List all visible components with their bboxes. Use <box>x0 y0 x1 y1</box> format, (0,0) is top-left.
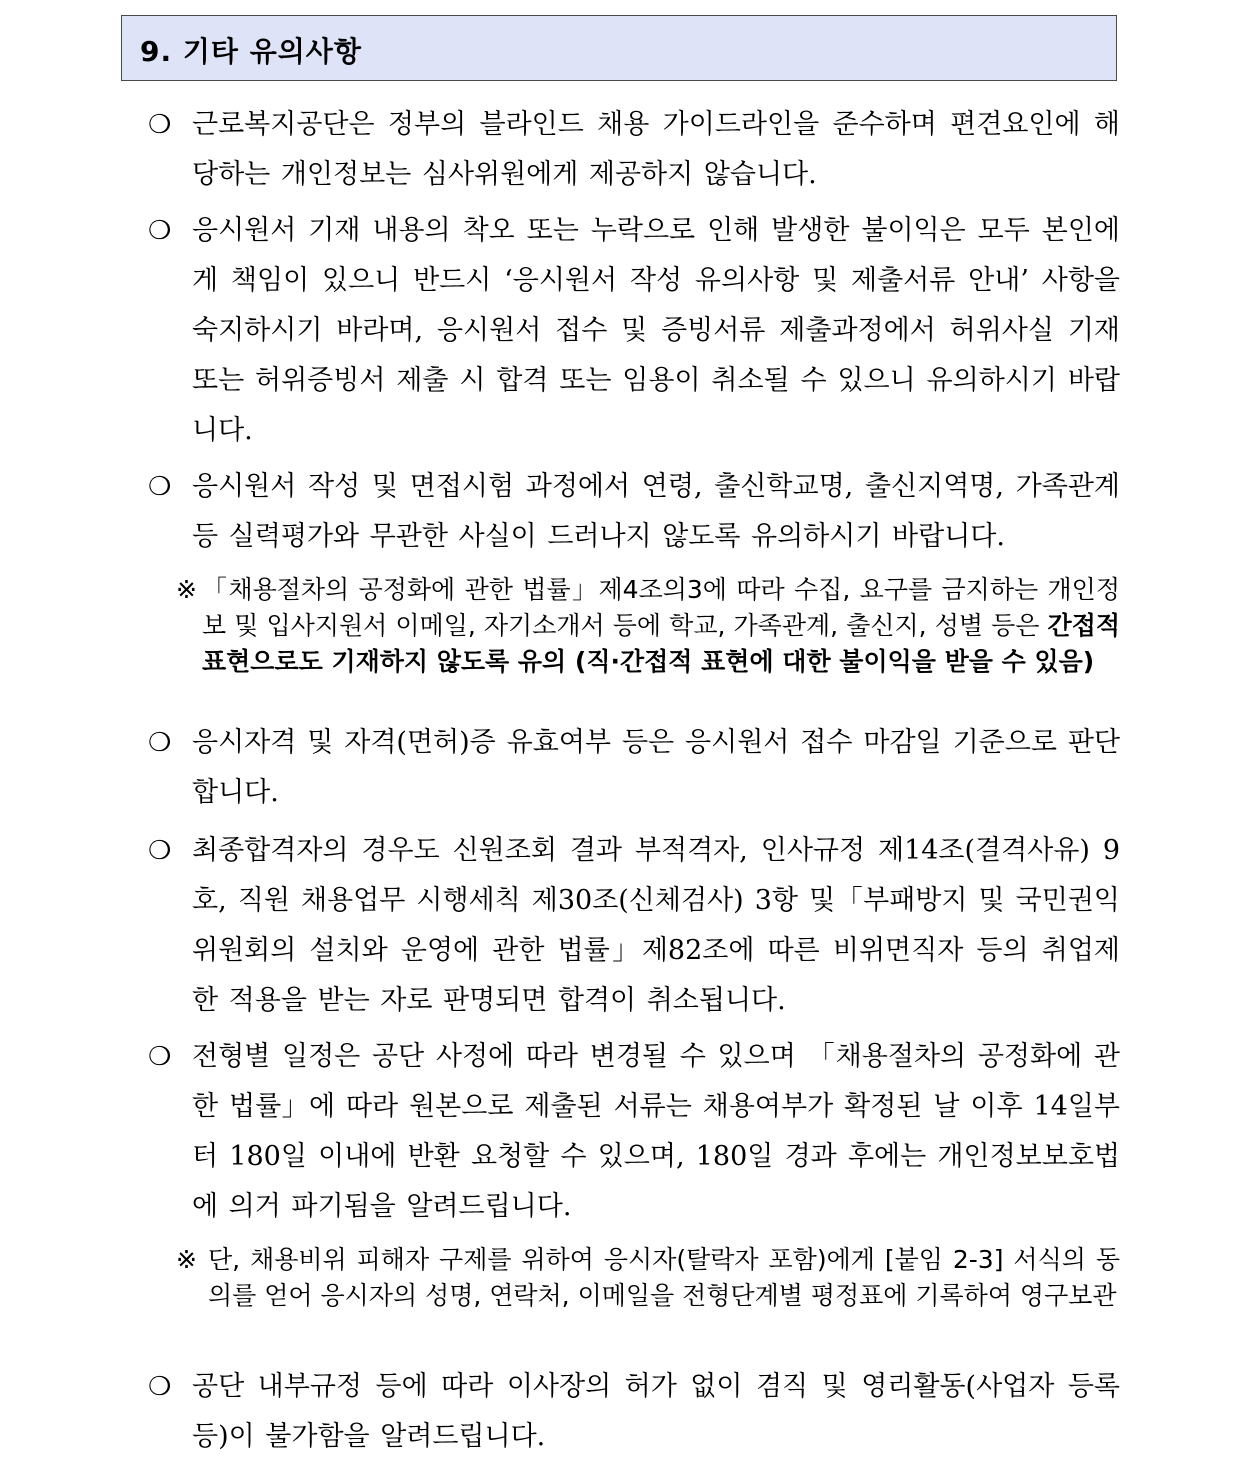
footnote-text-regular: 「채용절차의 공정화에 관한 법률」제4조의3에 따라 수집, 요구를 금지하는 개인정보 및 입사지원서 이메일, 자기소개서 등에 학교, 가족관계, 출신지, 성별 등은 <box>202 575 1120 640</box>
notice-item <box>148 206 1120 456</box>
reference-mark-icon: ※ <box>176 575 197 604</box>
section-header <box>121 15 1117 81</box>
circle-bullet-icon: ❍ <box>148 110 172 140</box>
circle-bullet-icon: ❍ <box>148 1042 172 1072</box>
reference-mark-icon: ※ <box>176 1245 197 1274</box>
footnote-text-bold: 간접적 표현으로도 기재하지 않도록 유의 (직·간접적 표현에 대한 불이익을 받을 수 있음) <box>202 611 1120 676</box>
notice-item <box>148 1362 1120 1462</box>
circle-bullet-icon: ❍ <box>148 836 172 866</box>
notice-item <box>148 826 1120 1026</box>
footnote <box>176 1242 1120 1314</box>
circle-bullet-icon: ❍ <box>148 728 172 758</box>
footnote-text: 단, 채용비위 피해자 구제를 위하여 응시자(탈락자 포함)에게 [붙임 2-3] 서식의 동의를 얻어 응시자의 성명, 연락처, 이메일을 전형단계별 평정표에 기록하여 영구보관 <box>208 1245 1120 1310</box>
notice-text: 응시원서 기재 내용의 착오 또는 누락으로 인해 발생한 불이익은 모두 본인에게 책임이 있으니 반드시 ‘응시원서 작성 유의사항 및 제출서류 안내’ 사항을 숙지하시기 바라며, 응시원서 접수 및 증빙서류 제출과정에서 허위사실 기재 또는 허위증빙서 제출 시 합격 또는 임용이 취소될 수 있으니 유의하시기 바랍니다. <box>192 215 1120 446</box>
notice-item <box>148 462 1120 562</box>
notice-text: 전형별 일정은 공단 사정에 따라 변경될 수 있으며 「채용절차의 공정화에 관한 법률」에 따라 원본으로 제출된 서류는 채용여부가 확정된 날 이후 14일부터 180일 이내에 반환 요청할 수 있으며, 180일 경과 후에는 개인정보보호법에 의거 파기됨을 알려드립니다. <box>192 1041 1120 1222</box>
notice-text: 응시원서 작성 및 면접시험 과정에서 연령, 출신학교명, 출신지역명, 가족관계 등 실력평가와 무관한 사실이 드러나지 않도록 유의하시기 바랍니다. <box>192 471 1120 552</box>
notice-item <box>148 718 1120 818</box>
notice-text: 공단 내부규정 등에 따라 이사장의 허가 없이 겸직 및 영리활동(사업자 등록 등)이 불가함을 알려드립니다. <box>192 1371 1120 1452</box>
circle-bullet-icon: ❍ <box>148 216 172 246</box>
circle-bullet-icon: ❍ <box>148 472 172 502</box>
circle-bullet-icon: ❍ <box>148 1372 172 1402</box>
notice-text: 최종합격자의 경우도 신원조회 결과 부적격자, 인사규정 제14조(결격사유) 9호, 직원 채용업무 시행세칙 제30조(신체검사) 3항 및「부패방지 및 국민권익위원회의 설치와 운영에 관한 법률」제82조에 따른 비위면직자 등의 취업제한 적용을 받는 자로 판명되면 합격이 취소됩니다. <box>192 835 1120 1016</box>
footnote <box>176 572 1120 680</box>
notice-item <box>148 1032 1120 1232</box>
section-title: 9. 기타 유의사항 <box>140 35 362 68</box>
footnote-text <box>202 572 1120 680</box>
notice-text: 응시자격 및 자격(면허)증 유효여부 등은 응시원서 접수 마감일 기준으로 판단합니다. <box>192 727 1120 808</box>
notice-item <box>148 100 1120 200</box>
notice-text: 근로복지공단은 정부의 블라인드 채용 가이드라인을 준수하며 편견요인에 해당하는 개인정보는 심사위원에게 제공하지 않습니다. <box>192 109 1120 190</box>
